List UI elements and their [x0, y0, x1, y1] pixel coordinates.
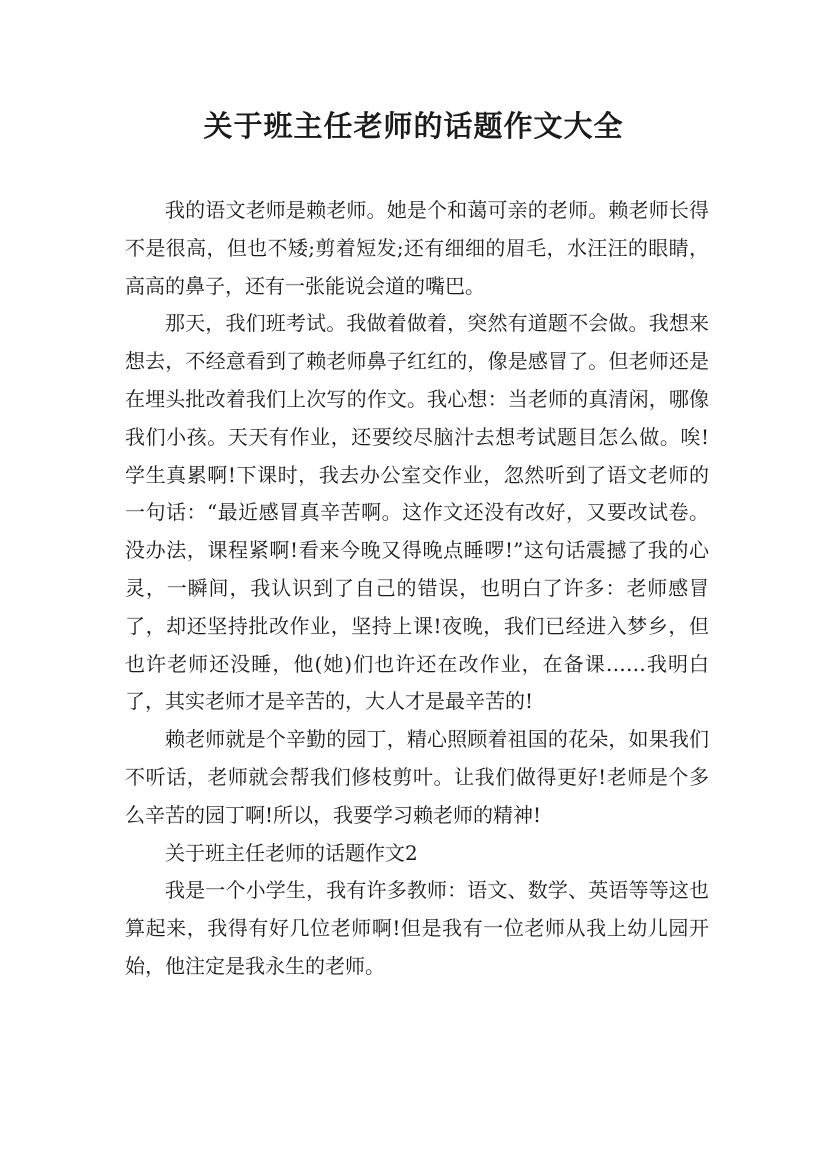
- paragraph: 赖老师就是个辛勤的园丁，精心照顾着祖国的花朵，如果我们不听话，老师就会帮我们修枝剪叶。让我们做得更好!老师是个多么辛苦的园丁啊!所以，我要学习赖老师的精神!: [125, 727, 709, 827]
- paragraph: 我的语文老师是赖老师。她是个和蔼可亲的老师。赖老师长得不是很高，但也不矮;剪着短发;还有细细的眉毛，水汪汪的眼睛，高高的鼻子，还有一张能说会道的嘴巴。: [125, 198, 709, 298]
- section-heading: 关于班主任老师的话题作文2: [165, 840, 418, 865]
- paragraph: 那天，我们班考试。我做着做着，突然有道题不会做。我想来想去，不经意看到了赖老师鼻子红红的，像是感冒了。但老师还是在埋头批改着我们上次写的作文。我心想：当老师的真清闲，哪像我们小孩。天天有作业，还要绞尽脑汁去想考试题目怎么做。唉!学生真累啊!下课时，我去办公室交作业，忽然听到了语文老师的一句话：“最近感冒真辛苦啊。这作文还没有改好，又要改试卷。没办法，课程紧啊!看来今晚又得晚点睡啰!”这句话震撼了我的心灵，一瞬间，我认识到了自己的错误，也明白了许多：老师感冒了，却还坚持批改作业，坚持上课!夜晚，我们已经进入梦乡，但也许老师还没睡，他(她)们也许还在改作业，在备课……我明白了，其实老师才是辛苦的，大人才是最辛苦的!: [125, 311, 709, 714]
- document-body: [125, 192, 709, 986]
- document-title: 关于班主任老师的话题作文大全: [203, 109, 624, 143]
- paragraph: 我是一个小学生，我有许多教师：语文、数学、英语等等这也算起来，我得有好几位老师啊!但是我有一位老师从我上幼儿园开始，他注定是我永生的老师。: [125, 878, 709, 978]
